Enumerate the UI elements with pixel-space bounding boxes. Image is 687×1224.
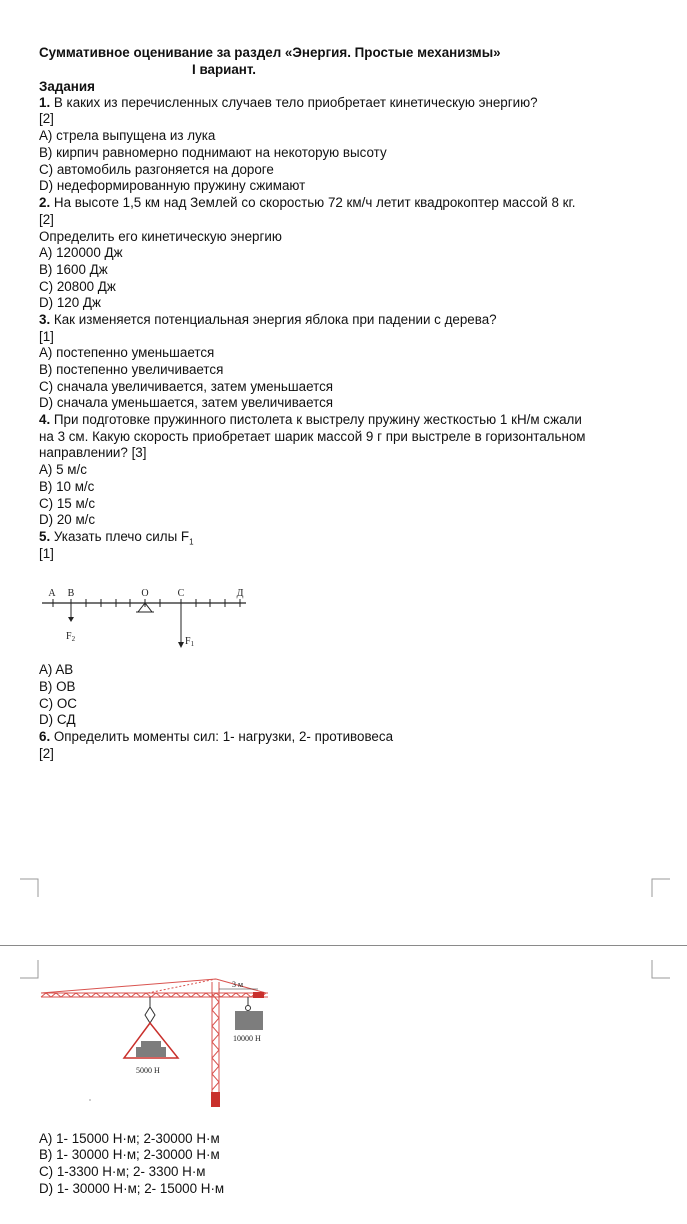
question-1 [39, 95, 538, 112]
crane-tower [212, 982, 219, 1092]
load-block [141, 1041, 161, 1047]
answer-option: D) 1- 30000 Н·м; 2- 15000 Н·м [39, 1181, 225, 1196]
load-hook [145, 1007, 155, 1023]
counterweight-label: 10000 Н [233, 1034, 261, 1043]
corner-mark-bottom-left [20, 878, 40, 898]
label-d: Д [236, 588, 244, 599]
answer-option: D) 20 м/с [39, 512, 96, 527]
answer-option: A) 1- 15000 Н·м; 2-30000 Н·м [39, 1131, 220, 1146]
counterweight-block [235, 1011, 263, 1030]
question-text: При подготовке пружинного пистолета к выстрелу пружину жесткостью 1 кН/м сжали [50, 412, 582, 427]
answer-option: C) автомобиль разгоняется на дороге [39, 162, 274, 177]
answer-option: A) 120000 Дж [39, 245, 123, 260]
corner-mark-bottom-right [651, 878, 671, 898]
question-points: [1] [39, 546, 54, 561]
question-points: [2] [39, 212, 54, 227]
question-text: На высоте 1,5 км над Землей со скоростью 72 км/ч летит квадрокоптер массой 8 кг. [50, 195, 576, 210]
crane-figure [38, 974, 273, 1114]
answer-option: B) постепенно увеличивается [39, 362, 224, 377]
question-text: Как изменяется потенциальная энергия яблока при падении с дерева? [50, 312, 497, 327]
force-f2-arrowhead [68, 617, 74, 622]
answer-option: A) AB [39, 662, 74, 677]
stray-dot [89, 1099, 90, 1100]
tower-base [211, 1092, 220, 1107]
question-number: 3. [39, 312, 51, 327]
question-points: [2] [39, 111, 54, 126]
label-a: А [48, 588, 56, 599]
question-number: 2. [39, 195, 51, 210]
lever-figure [38, 582, 253, 654]
answer-option: D) CД [39, 712, 76, 727]
load-block-base [136, 1047, 166, 1057]
question-text: Указать плечо силы F [50, 529, 190, 544]
answer-option: B) OB [39, 679, 76, 694]
answer-option: D) сначала уменьшается, затем увеличивается [39, 395, 334, 410]
question-subtext: Определить его кинетическую энергию [39, 229, 282, 244]
label-o: О [141, 588, 149, 599]
answer-option: B) кирпич равномерно поднимают на некоторую высоту [39, 145, 387, 160]
variant-label: I вариант. [192, 62, 256, 77]
answer-option: B) 1600 Дж [39, 262, 108, 277]
question-2 [39, 195, 575, 212]
question-text-line: на 3 см. Какую скорость приобретает шарик массой 9 г при выстреле в горизонтальном [39, 429, 586, 444]
corner-mark-top-left [20, 959, 40, 979]
answer-option: C) 1-3300 Н·м; 2- 3300 Н·м [39, 1164, 206, 1179]
question-text: Определить моменты сил: 1- нагрузки, 2- противовеса [50, 729, 394, 744]
tasks-heading: Задания [39, 79, 95, 94]
answer-option: A) 5 м/с [39, 462, 87, 477]
label-b: В [67, 588, 75, 599]
answer-option: D) недеформированную пружину сжимают [39, 178, 306, 193]
question-number: 1. [39, 95, 51, 110]
answer-option: A) стрела выпущена из лука [39, 128, 216, 143]
page-2 [0, 946, 687, 1224]
question-text-line: направлении? [3] [39, 445, 147, 460]
question-points: [1] [39, 329, 54, 344]
counterweight-hook [246, 1006, 251, 1011]
question-6 [39, 729, 393, 746]
subscript: 1 [189, 537, 194, 547]
question-text: В каких из перечисленных случаев тело приобретает кинетическую энергию? [50, 95, 538, 110]
answer-option: C) OC [39, 696, 77, 711]
corner-mark-top-right [651, 959, 671, 979]
question-3 [39, 312, 497, 329]
jib-end-block [253, 992, 264, 998]
distance-label: 3 м [232, 980, 244, 989]
force-f1-arrowhead [178, 642, 184, 648]
force-f1-label: $F_1$ [185, 636, 195, 648]
answer-option: D) 120 Дж [39, 295, 101, 310]
answer-option: C) сначала увеличивается, затем уменьшается [39, 379, 334, 394]
force-f2-label: $F_2$ [66, 631, 76, 643]
question-4 [39, 412, 582, 429]
question-number: 4. [39, 412, 51, 427]
answer-option: B) 1- 30000 Н·м; 2-30000 Н·м [39, 1147, 220, 1162]
answer-option: C) 20800 Дж [39, 279, 116, 294]
answer-option: B) 10 м/с [39, 479, 95, 494]
question-number: 5. [39, 529, 51, 544]
label-c: С [177, 588, 185, 599]
answer-option: A) постепенно уменьшается [39, 345, 215, 360]
question-number: 6. [39, 729, 51, 744]
document-title: Суммативное оценивание за раздел «Энергия. Простые механизмы» [39, 45, 501, 60]
load-label: 5000 Н [136, 1066, 160, 1075]
answer-option: C) 15 м/с [39, 496, 96, 511]
question-points: [2] [39, 746, 54, 761]
question-5 [39, 529, 194, 551]
